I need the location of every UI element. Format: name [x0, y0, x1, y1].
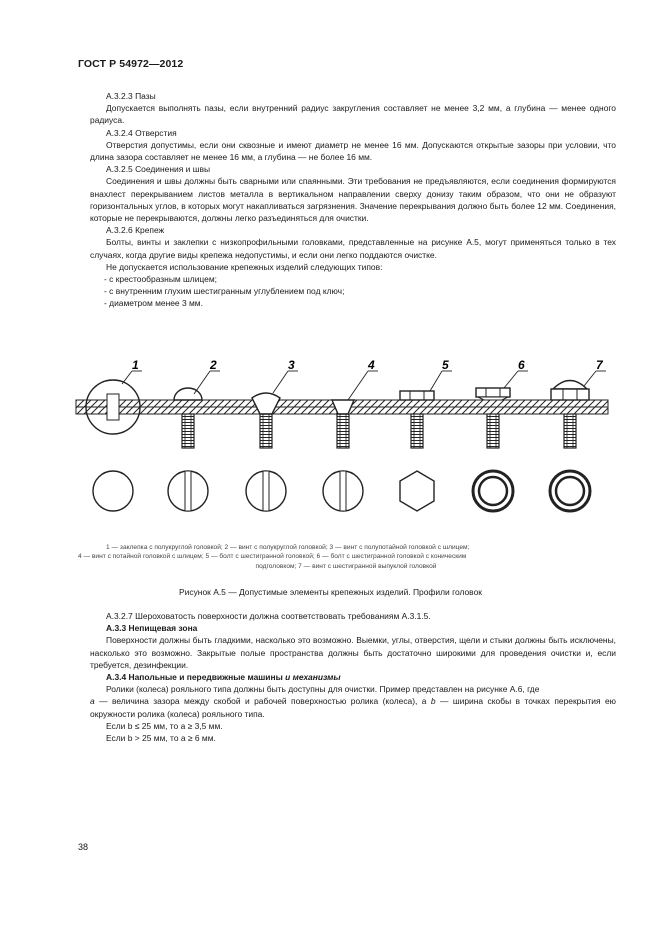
list-item: - диаметром менее 3 мм.: [104, 298, 203, 309]
figure-caption: Рисунок А.5 — Допустимые элементы крепежных изделий. Профили головок: [179, 587, 482, 597]
page-number: 38: [78, 842, 89, 852]
callout-5: 5: [442, 358, 449, 372]
condition-1: Если b ≤ 25 мм, то a ≥ 3,5 мм.: [106, 720, 223, 731]
clause-a3-4-title-italic: и механизмы: [282, 672, 341, 683]
clause-a3-3-text: Поверхности должны быть гладкими, насколько это возможно. Выемки, углы, отверстия, щели и стыки должны быть исключены, насколько это возможно. Закрытые полые пространства должны быть достаточно широкими для проведения очистки и, если требуется, дезинфекции.: [90, 635, 616, 670]
text-block-upper: [90, 90, 616, 310]
clause-a3-4-text1: Ролики (колеса) рояльного типа должны быть доступны для очистки. Пример представлен на рисунке А.6, где: [106, 684, 540, 695]
screw-countersunk-slotted: [332, 400, 354, 448]
text-span: — величина зазора между скобой и рабочей поверхностью ролика (колеса), а: [94, 696, 431, 707]
callouts: [122, 358, 606, 400]
clause-a3-2-4-text: Отверстия допустимы, если они сквозные и имеют диаметр не менее 16 мм. Допускаются открытые зазоры при условии, что длина зазора составляет не менее 16 мм, а глубина — не более 16 мм.: [90, 139, 616, 163]
callout-6: 6: [518, 358, 525, 372]
clause-a3-2-4-title: А.3.2.4 Отверстия: [106, 127, 177, 138]
clause-a3-4-text2: [90, 695, 616, 719]
text-span: — ширина скобы в точках перекрытия ею окружности ролика (колеса) рояльного типа.: [90, 696, 616, 719]
list-item: - с крестообразным шлицем;: [104, 274, 218, 285]
clause-a3-4-title: [90, 671, 616, 683]
screw-half-round: [174, 388, 202, 448]
screw-semi-countersunk-slotted: [252, 393, 280, 448]
clause-a3-2-3-title: А.3.2.3 Пазы: [106, 91, 156, 101]
legend-line: подголовком; 7 — винт с шестигранной выпуклой головкой: [255, 562, 437, 570]
var-a: a: [90, 696, 95, 707]
callout-1: 1: [132, 358, 139, 372]
bolt-hex-head-conical: [476, 388, 510, 448]
clause-a3-2-7: А.3.2.7 Шероховатость поверхности должна соответствовать требованиям А.3.1.5.: [106, 611, 431, 621]
head-top-views: [93, 471, 590, 511]
legend-line: 4 — винт с потайной головкой с шлицем; 5 — болт с шестигранной головкой; 6 — болт с шестигранной головкой с коническим: [78, 553, 467, 561]
callout-7: 7: [596, 358, 603, 372]
text-block-lower: [90, 610, 616, 744]
callout-4: 4: [368, 358, 375, 372]
clause-a3-3-title: А.3.3 Непищевая зона: [106, 623, 198, 634]
clause-a3-2-6-text: Болты, винты и заклепки с низкопрофильными головками, представленные на рисунке А.5, могут применяться только в тех случаях, когда другие виды крепежа недопустимы, и если они легко поддаются очистке.: [90, 237, 616, 260]
document-header: ГОСТ Р 54972—2012: [78, 58, 184, 70]
callout-3: 3: [288, 358, 295, 372]
clause-a3-2-5-text: Соединения и швы должны быть сварными или спаянными. Эти требования не предъявляются, если соединения формируются внахлест перекрыванием листов металла в вертикальном направлении сверху донизу таким образом, что они не образуют горизонтальных углов, в которых могут накапливаться загрязнения. Значение перекрывания должно быть более 12 мм. Соединения, которые не перекрываются, должны легко разъединяться для очистки.: [90, 176, 616, 224]
clause-a3-2-6-title: А.3.2.6 Крепеж: [106, 225, 165, 236]
legend-line: 1 — заклепка с полукруглой головкой; 2 — винт с полукруглой головкой; 3 — винт с полупотайной головкой с шлицем;: [106, 544, 470, 551]
list-item: - с внутренним глухим шестигранным углублением под ключ;: [104, 286, 345, 297]
clause-a3-2-6-not-allowed: Не допускается использование крепежных изделий следующих типов:: [106, 261, 383, 272]
bolt-hex-head: [400, 391, 434, 448]
figure-legend: [78, 543, 614, 571]
clause-a3-2-3-text: Допускается выполнять пазы, если внутренний радиус закругления составляет не менее 3,2 мм, а глубина — менее одного радиуса.: [90, 103, 616, 126]
callout-2: 2: [210, 358, 217, 372]
clause-a3-2-5-title: А.3.2.5 Соединения и швы: [106, 164, 211, 175]
clause-a3-4-title-bold: А.3.4 Напольные и передвижные машины: [106, 672, 283, 683]
var-b: b: [430, 696, 436, 707]
fastener-figure: [70, 358, 615, 533]
condition-2: Если b > 25 мм, то a ≥ 6 мм.: [106, 733, 216, 744]
